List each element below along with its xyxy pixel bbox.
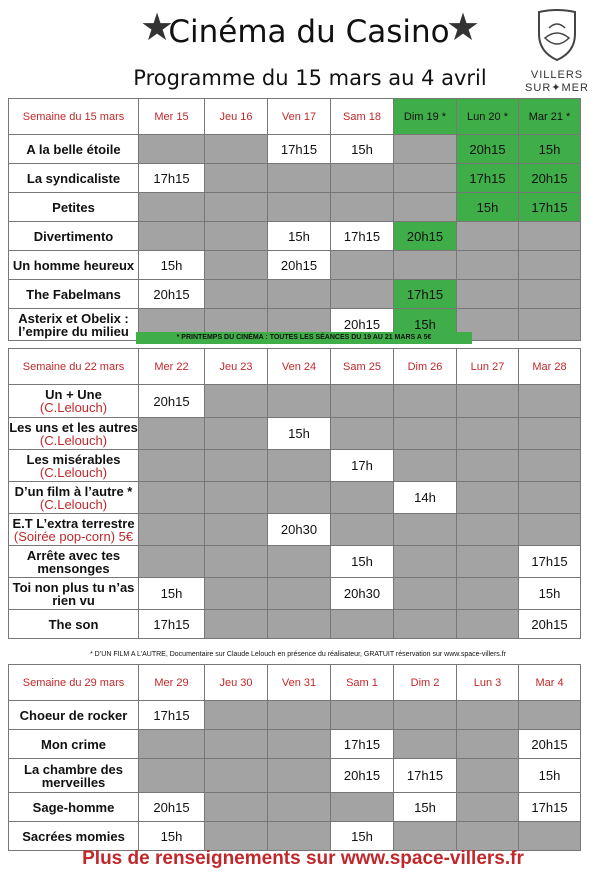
showtime-cell: 20h30 <box>268 514 331 546</box>
showtime-cell <box>139 135 205 164</box>
showtime-cell <box>205 482 268 514</box>
showtime-cell <box>457 222 519 251</box>
showtime-cell <box>394 514 457 546</box>
day-header: Ven 24 <box>268 349 331 385</box>
showtime-cell <box>331 385 394 418</box>
showtime-cell: 17h15 <box>268 135 331 164</box>
film-row <box>9 610 581 639</box>
showtime-cell <box>205 610 268 639</box>
week-label: Semaine du 29 mars <box>9 665 139 701</box>
film-row <box>9 730 581 759</box>
showtime-cell: 14h <box>394 482 457 514</box>
showtime-cell <box>139 222 205 251</box>
showtime-cell <box>205 822 268 851</box>
showtime-cell <box>268 822 331 851</box>
film-title: The Fabelmans <box>26 286 121 302</box>
showtime-cell <box>331 610 394 639</box>
day-header: Jeu 16 <box>205 99 268 135</box>
showtime-cell <box>394 418 457 450</box>
promo-banner: * PRINTEMPS DU CINÉMA : TOUTES LES SÉANCES DU 19 AU 21 MARS A 5€ <box>136 332 472 344</box>
film-row <box>9 578 581 610</box>
showtime-cell <box>268 546 331 578</box>
showtime-cell <box>457 793 519 822</box>
showtime-cell: 15h <box>268 418 331 450</box>
film-director: (Soirée pop-corn) 5€ <box>13 528 134 544</box>
day-header: Sam 1 <box>331 665 394 701</box>
showtime-cell <box>268 385 331 418</box>
film-title: La chambre des merveilles <box>24 761 123 790</box>
showtime-cell <box>268 759 331 793</box>
title-row <box>134 7 484 54</box>
showtime-cell: 20h15 <box>394 222 457 251</box>
showtime-cell <box>519 482 581 514</box>
film-row <box>9 251 581 280</box>
showtime-cell <box>457 546 519 578</box>
day-header: Dim 19 * <box>394 99 457 135</box>
film-title: Mon crime <box>40 736 106 752</box>
film-row <box>9 418 581 450</box>
showtime-cell <box>394 546 457 578</box>
showtime-cell <box>519 251 581 280</box>
day-header: Dim 26 <box>394 349 457 385</box>
showtime-cell: 17h15 <box>331 730 394 759</box>
showtime-cell <box>331 418 394 450</box>
film-title-cell <box>9 280 139 309</box>
day-header: Mar 28 <box>519 349 581 385</box>
showtime-cell <box>394 730 457 759</box>
showtime-cell: 17h <box>331 450 394 482</box>
logo-text: SUR✦MER <box>525 82 589 94</box>
showtime-cell <box>205 514 268 546</box>
film-row <box>9 164 581 193</box>
film-title-cell <box>9 701 139 730</box>
week-label: Semaine du 22 mars <box>9 349 139 385</box>
showtime-cell <box>519 418 581 450</box>
showtime-cell: 15h <box>331 546 394 578</box>
showtime-cell: 15h <box>331 135 394 164</box>
showtime-cell: 17h15 <box>331 222 394 251</box>
shield-logo-icon <box>535 8 579 62</box>
showtime-cell <box>205 450 268 482</box>
film-title-cell <box>9 450 139 482</box>
showtime-cell: 20h15 <box>457 135 519 164</box>
showtime-cell <box>205 193 268 222</box>
showtime-cell <box>331 793 394 822</box>
showtime-cell: 15h <box>139 251 205 280</box>
showtime-cell: 20h15 <box>519 730 581 759</box>
showtime-cell <box>457 578 519 610</box>
showtime-cell <box>331 514 394 546</box>
showtime-cell: 20h15 <box>139 385 205 418</box>
showtime-cell <box>268 793 331 822</box>
showtime-cell <box>519 222 581 251</box>
showtime-cell <box>205 701 268 730</box>
film-director: (C.Lelouch) <box>39 464 108 480</box>
film-title: E.T L’extra terrestre <box>12 515 135 531</box>
film-title: A la belle étoile <box>26 141 121 157</box>
film-row <box>9 822 581 851</box>
showtime-cell: 17h15 <box>457 164 519 193</box>
showtime-cell <box>394 450 457 482</box>
showtime-cell <box>205 418 268 450</box>
film-row <box>9 793 581 822</box>
day-header: Lun 27 <box>457 349 519 385</box>
showtime-cell <box>331 164 394 193</box>
day-header: Jeu 30 <box>205 665 268 701</box>
film-title-cell <box>9 418 139 450</box>
logo-text: VILLERS <box>530 69 584 81</box>
footer-info[interactable]: Plus de renseignements sur www.space-villers.fr <box>82 848 524 869</box>
showtime-cell <box>457 418 519 450</box>
day-header: Dim 2 <box>394 665 457 701</box>
schedule-week-3 <box>8 664 581 851</box>
film-director: (C.Lelouch) <box>39 400 108 415</box>
showtime-cell <box>394 385 457 418</box>
showtime-cell <box>519 822 581 851</box>
day-header: Mer 29 <box>139 665 205 701</box>
film-title-cell <box>9 730 139 759</box>
showtime-cell <box>331 280 394 309</box>
film-row <box>9 222 581 251</box>
showtime-cell: 20h15 <box>139 793 205 822</box>
showtime-cell: 17h15 <box>139 610 205 639</box>
showtime-cell <box>457 385 519 418</box>
showtime-cell <box>331 482 394 514</box>
showtime-cell <box>331 701 394 730</box>
showtime-cell <box>457 251 519 280</box>
film-title: Sage-homme <box>32 799 115 815</box>
day-header: Lun 3 <box>457 665 519 701</box>
showtime-cell <box>331 193 394 222</box>
day-header: Ven 31 <box>268 665 331 701</box>
showtime-cell <box>139 546 205 578</box>
day-header: Mar 21 * <box>519 99 581 135</box>
showtime-cell: 17h15 <box>519 546 581 578</box>
film-row <box>9 759 581 793</box>
showtime-cell: 20h30 <box>331 578 394 610</box>
showtime-cell <box>394 578 457 610</box>
film-title: Les uns et les autres <box>9 419 138 435</box>
film-row <box>9 701 581 730</box>
showtime-cell <box>394 701 457 730</box>
showtime-cell <box>457 822 519 851</box>
showtime-cell <box>519 385 581 418</box>
film-title-cell <box>9 309 139 341</box>
film-row <box>9 514 581 546</box>
showtime-cell <box>205 222 268 251</box>
showtime-cell: 17h15 <box>139 701 205 730</box>
film-title-cell <box>9 164 139 193</box>
showtime-cell <box>268 450 331 482</box>
footnote: * D’UN FILM A L’AUTRE, Documentaire sur Claude Lelouch en présence du réalisateur, GRATUIT réservation sur www.space-villers.fr <box>89 651 507 658</box>
film-director: (C.Lelouch) <box>39 496 108 512</box>
showtime-cell <box>394 193 457 222</box>
film-title: La syndicaliste <box>26 170 121 186</box>
day-header: Mer 15 <box>139 99 205 135</box>
film-title-cell <box>9 759 139 793</box>
showtime-cell <box>519 514 581 546</box>
showtime-cell <box>519 309 581 341</box>
showtime-cell <box>268 701 331 730</box>
day-header: Ven 17 <box>268 99 331 135</box>
showtime-cell <box>268 610 331 639</box>
day-header: Mar 4 <box>519 665 581 701</box>
film-title: D’un film à l’autre * <box>14 483 133 499</box>
film-title-cell <box>9 514 139 546</box>
film-row <box>9 280 581 309</box>
film-title: Les misérables <box>26 451 121 467</box>
showtime-cell <box>139 450 205 482</box>
film-title-cell <box>9 546 139 578</box>
film-title-cell <box>9 610 139 639</box>
film-title-cell <box>9 793 139 822</box>
showtime-cell: 15h <box>457 193 519 222</box>
showtime-cell <box>519 450 581 482</box>
film-title: Arrête avec tes mensonges <box>26 547 121 576</box>
film-title-cell <box>9 578 139 610</box>
showtime-cell: 17h15 <box>519 793 581 822</box>
star-icon: ★ <box>140 7 175 49</box>
film-title: Toi non plus tu n’as rien vu <box>12 579 135 608</box>
film-title: Sacrées momies <box>22 828 125 844</box>
film-row <box>9 193 581 222</box>
showtime-cell <box>394 610 457 639</box>
film-title: Choeur de rocker <box>19 707 128 723</box>
showtime-cell <box>394 251 457 280</box>
showtime-cell <box>457 730 519 759</box>
page-title: Cinéma du Casino <box>168 14 450 50</box>
showtime-cell: 15h <box>268 222 331 251</box>
showtime-cell <box>205 164 268 193</box>
showtime-cell: 15h <box>519 759 581 793</box>
film-row <box>9 546 581 578</box>
showtime-cell <box>457 482 519 514</box>
film-row <box>9 482 581 514</box>
header <box>0 0 606 100</box>
film-title-cell <box>9 135 139 164</box>
page-subtitle: Programme du 15 mars au 4 avril <box>133 66 487 90</box>
showtime-cell: 20h15 <box>268 251 331 280</box>
film-title: Un homme heureux <box>12 257 135 273</box>
showtime-cell <box>457 610 519 639</box>
showtime-cell: 17h15 <box>139 164 205 193</box>
showtime-cell: 17h15 <box>394 280 457 309</box>
showtime-cell <box>457 280 519 309</box>
showtime-cell <box>205 135 268 164</box>
showtime-cell <box>394 164 457 193</box>
film-title: Asterix et Obelix : l’empire du milieu <box>18 310 129 339</box>
showtime-cell <box>205 280 268 309</box>
film-row <box>9 135 581 164</box>
showtime-cell <box>139 514 205 546</box>
showtime-cell <box>139 759 205 793</box>
film-title-cell <box>9 482 139 514</box>
film-title-cell <box>9 385 139 418</box>
film-title: Petites <box>52 199 95 215</box>
showtime-cell <box>139 730 205 759</box>
showtime-cell <box>268 193 331 222</box>
showtime-cell <box>519 701 581 730</box>
film-title-cell <box>9 222 139 251</box>
showtime-cell: 20h15 <box>519 610 581 639</box>
star-icon: ★ <box>446 7 481 49</box>
film-title-cell <box>9 822 139 851</box>
film-title-cell <box>9 251 139 280</box>
showtime-cell <box>139 482 205 514</box>
showtime-cell <box>457 701 519 730</box>
film-director: (C.Lelouch) <box>39 432 108 448</box>
showtime-cell <box>268 280 331 309</box>
day-header: Sam 25 <box>331 349 394 385</box>
showtime-cell <box>268 578 331 610</box>
showtime-cell: 20h15 <box>331 309 394 341</box>
film-title-cell <box>9 193 139 222</box>
showtime-cell <box>268 730 331 759</box>
showtime-cell <box>394 822 457 851</box>
schedule-week-2 <box>8 348 581 639</box>
day-header: Jeu 23 <box>205 349 268 385</box>
showtime-cell <box>139 193 205 222</box>
showtime-cell <box>139 418 205 450</box>
day-header: Mer 22 <box>139 349 205 385</box>
showtime-cell: 15h <box>331 822 394 851</box>
showtime-cell <box>205 793 268 822</box>
showtime-cell: 15h <box>139 578 205 610</box>
showtime-cell <box>457 450 519 482</box>
showtime-cell <box>268 164 331 193</box>
villers-logo <box>522 8 592 92</box>
showtime-cell: 15h <box>139 822 205 851</box>
showtime-cell: 17h15 <box>519 193 581 222</box>
showtime-cell <box>205 251 268 280</box>
showtime-cell <box>457 514 519 546</box>
film-title: Divertimento <box>33 228 114 244</box>
film-row <box>9 385 581 418</box>
film-title: Un + Une <box>45 387 102 402</box>
film-title: The son <box>48 616 99 632</box>
showtime-cell <box>205 546 268 578</box>
showtime-cell <box>205 385 268 418</box>
week-label: Semaine du 15 mars <box>9 99 139 135</box>
day-header: Sam 18 <box>331 99 394 135</box>
showtime-cell: 20h15 <box>139 280 205 309</box>
showtime-cell <box>268 482 331 514</box>
showtime-cell <box>519 280 581 309</box>
showtime-cell: 15h <box>394 793 457 822</box>
showtime-cell <box>331 251 394 280</box>
showtime-cell <box>205 730 268 759</box>
showtime-cell: 15h <box>519 135 581 164</box>
day-header: Lun 20 * <box>457 99 519 135</box>
schedule-week-1 <box>8 98 581 341</box>
showtime-cell <box>394 135 457 164</box>
film-row <box>9 450 581 482</box>
showtime-cell: 15h <box>394 309 457 341</box>
showtime-cell <box>205 759 268 793</box>
showtime-cell <box>205 578 268 610</box>
showtime-cell: 17h15 <box>394 759 457 793</box>
showtime-cell: 20h15 <box>331 759 394 793</box>
showtime-cell: 20h15 <box>519 164 581 193</box>
showtime-cell: 15h <box>519 578 581 610</box>
showtime-cell <box>457 759 519 793</box>
